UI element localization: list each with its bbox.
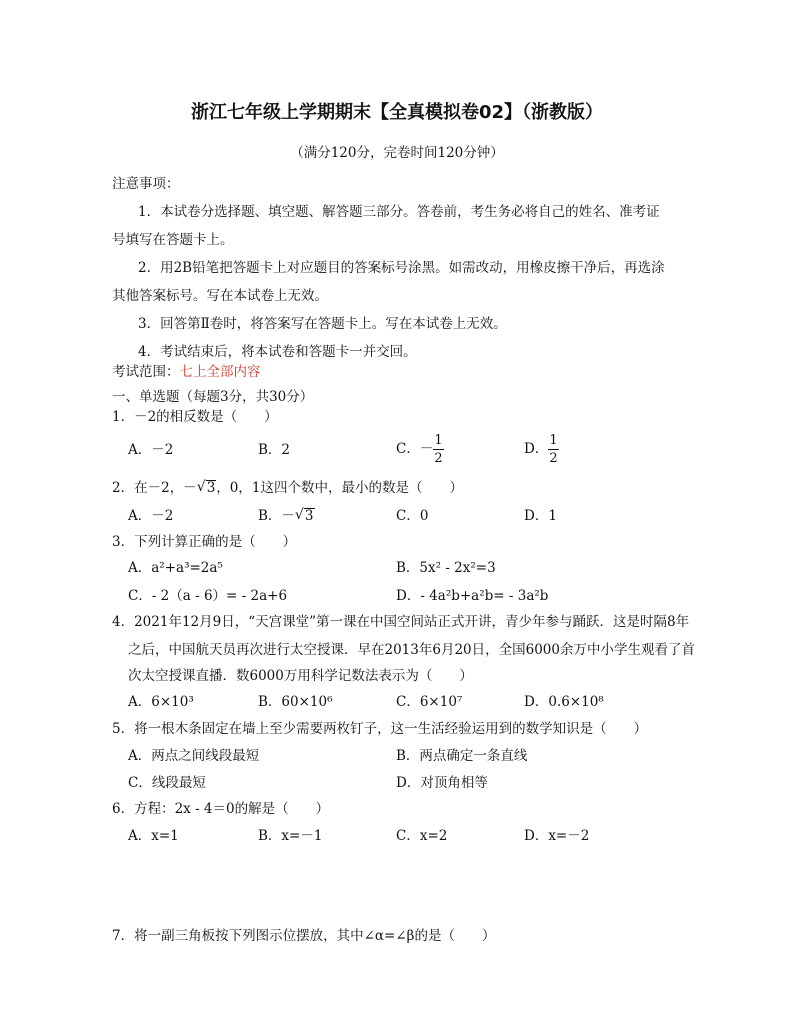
q5-option-c: C．线段最短 bbox=[128, 775, 206, 791]
q1-option-d bbox=[524, 434, 559, 465]
question-4-line: 次太空授课直播．数6000万用科学记数法表示为（ ） bbox=[128, 668, 473, 684]
q2-option-c: C．0 bbox=[396, 508, 429, 524]
q2-option-b bbox=[258, 508, 315, 524]
q1-option-c bbox=[396, 434, 444, 465]
q2-stem-b: ，0，1这四个数中，最小的数是（ ） bbox=[216, 480, 463, 496]
q5-option-a: A．两点之间线段最短 bbox=[128, 748, 260, 764]
q3-option-c: C．- 2（a - 6）= - 2a+6 bbox=[128, 588, 288, 604]
sqrt-symbol bbox=[197, 480, 217, 496]
notes-item: 其他答案标号。写在本试卷上无效。 bbox=[112, 288, 328, 304]
q1-option-a: A．－2 bbox=[128, 442, 174, 458]
q6-option-a: A．x=1 bbox=[128, 828, 179, 844]
q2-option-a: A．－2 bbox=[128, 508, 174, 524]
question-4-line: 4．2021年12月9日，“天宫课堂”第一课在中国空间站正式开讲，青少年参与踊跃．这是时隔8年 bbox=[112, 614, 690, 630]
fraction-denominator: 2 bbox=[434, 451, 443, 466]
question-6-stem: 6．方程：2x - 4＝0的解是（ ） bbox=[112, 801, 330, 817]
q2-b-prefix: B．－ bbox=[258, 508, 295, 524]
q3-option-d: D．- 4a²b+a²b= - 3a²b bbox=[396, 588, 549, 604]
q6-option-c: C．x=2 bbox=[396, 828, 448, 844]
question-3-stem: 3．下列计算正确的是（ ） bbox=[112, 534, 297, 550]
notes-item: 2．用2B铅笔把答题卡上对应题目的答案标号涂黑。如需改动，用橡皮擦干净后，再选涂 bbox=[138, 260, 665, 276]
q3-option-a: A．a²+a³=2a⁵ bbox=[128, 560, 223, 576]
q4-option-d: D．0.6×10⁸ bbox=[524, 694, 604, 710]
page-title: 浙江七年级上学期期末【全真模拟卷02】（浙教版） bbox=[190, 102, 604, 123]
question-5-stem: 5．将一根木条固定在墙上至少需要两枚钉子，这一生活经验运用到的数学知识是（ ） bbox=[112, 721, 648, 737]
radicand: 3 bbox=[304, 508, 314, 524]
fraction-numerator: 1 bbox=[549, 433, 558, 448]
notes-item: 1．本试卷分选择题、填空题、解答题三部分。答卷前，考生务必将自己的姓名、准考证 bbox=[138, 204, 660, 220]
notes-item: 4．考试结束后，将本试卷和答题卡一并交回。 bbox=[138, 344, 417, 360]
page-subtitle: （满分120分，完卷时间120分钟） bbox=[290, 145, 504, 161]
notes-item: 3．回答第Ⅱ卷时，将答案写在答题卡上。写在本试卷上无效。 bbox=[138, 316, 507, 332]
radicand: 3 bbox=[206, 480, 216, 496]
q5-option-d: D．对顶角相等 bbox=[396, 775, 488, 791]
scope-label: 考试范围： bbox=[112, 364, 180, 380]
exam-scope bbox=[112, 364, 261, 380]
q1-option-b: B．2 bbox=[258, 442, 291, 458]
q1-d-prefix: D． bbox=[524, 441, 549, 457]
q6-option-b: B．x=－1 bbox=[258, 828, 323, 844]
question-4-line: 之后，中国航天员再次进行太空授课．早在2013年6月20日，全国6000余万中小学生观看了首 bbox=[128, 642, 695, 658]
fraction-denominator: 2 bbox=[549, 451, 558, 466]
question-7-stem: 7．将一副三角板按下列图示位摆放，其中∠α=∠β的是（ ） bbox=[112, 928, 496, 944]
q4-option-c: C．6×10⁷ bbox=[396, 694, 463, 710]
question-2-stem bbox=[112, 480, 463, 496]
fraction bbox=[433, 434, 443, 465]
q4-option-b: B．60×10⁶ bbox=[258, 694, 333, 710]
notes-item: 号填写在答题卡上。 bbox=[112, 232, 234, 248]
sqrt-symbol bbox=[295, 508, 315, 524]
fraction-numerator: 1 bbox=[434, 433, 443, 448]
q3-option-b: B．5x² - 2x²=3 bbox=[396, 560, 496, 576]
scope-value: 七上全部内容 bbox=[179, 364, 261, 380]
q2-option-d: D．1 bbox=[524, 508, 557, 524]
q5-option-b: B．两点确定一条直线 bbox=[396, 748, 528, 764]
q6-option-d: D．x=－2 bbox=[524, 828, 590, 844]
question-1-stem: 1．－2的相反数是（ ） bbox=[112, 409, 278, 425]
section-heading: 一、单选题（每题3分，共30分） bbox=[112, 389, 314, 405]
notes-label: 注意事项： bbox=[112, 176, 180, 192]
q2-stem-a: 2．在－2，－ bbox=[112, 480, 197, 496]
q4-option-a: A．6×10³ bbox=[128, 694, 194, 710]
fraction bbox=[548, 434, 558, 465]
q1-c-prefix: C．－ bbox=[396, 441, 434, 457]
